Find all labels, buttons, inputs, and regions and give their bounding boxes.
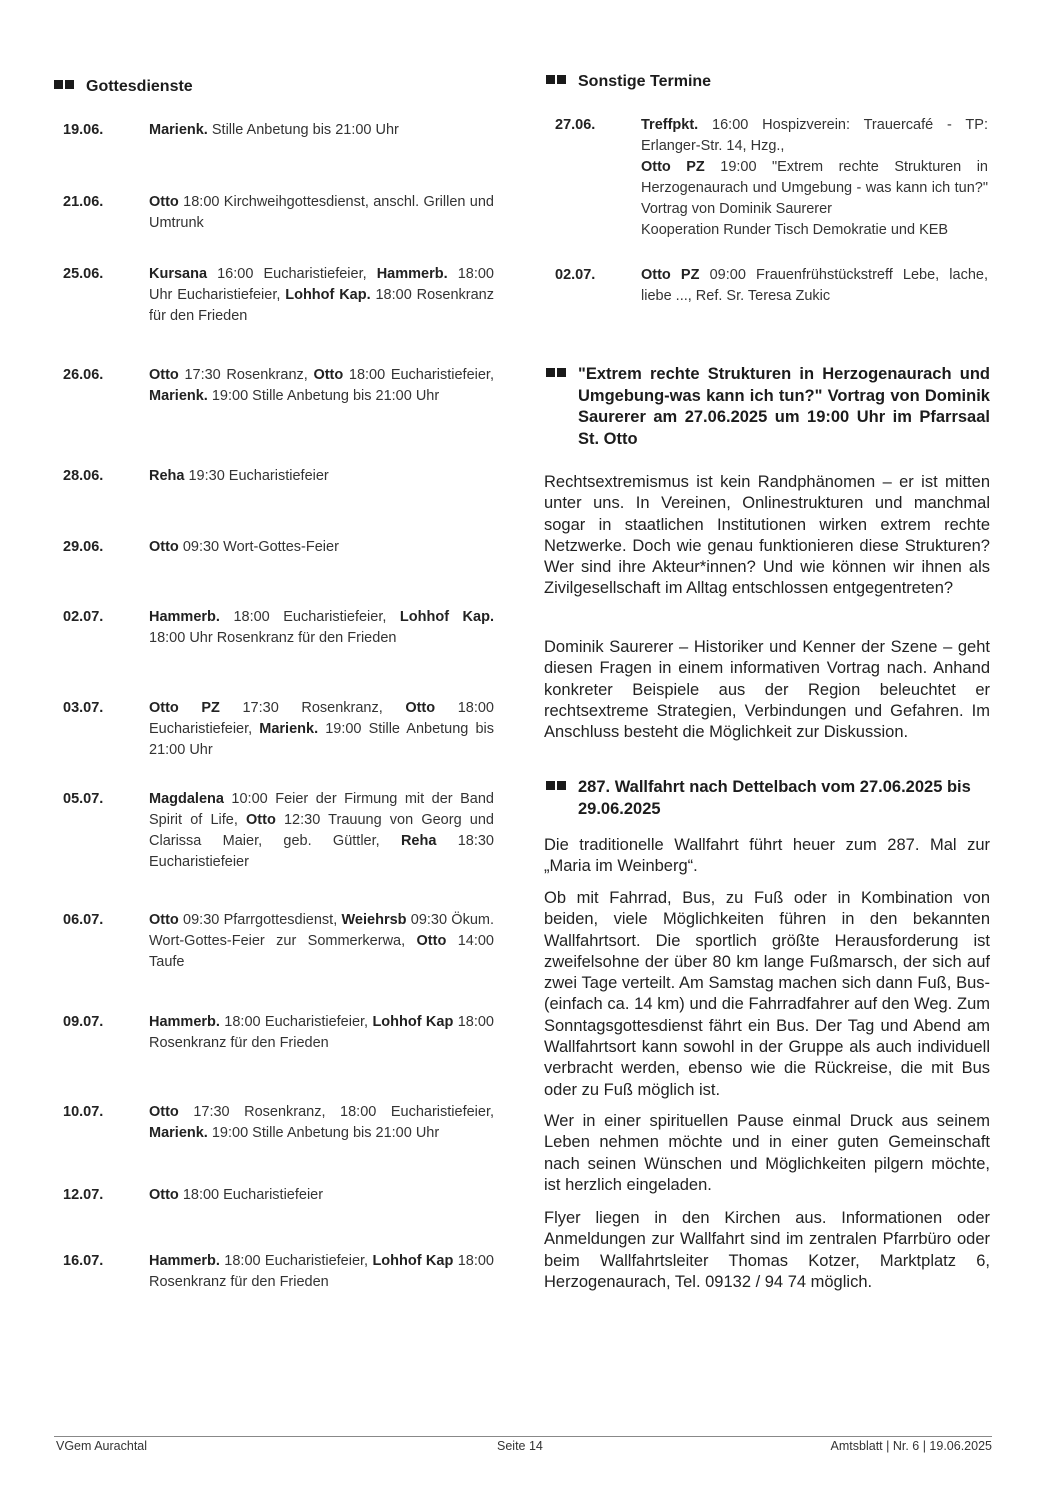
section-bullet-icon	[54, 80, 74, 89]
entry-location: Otto	[416, 933, 447, 949]
schedule-entry	[54, 1012, 494, 1054]
entry-text	[149, 466, 329, 487]
footer-page-number: Seite 14	[497, 1439, 543, 1453]
article-paragraph: Ob mit Fahrrad, Bus, zu Fuß oder in Kombination von beiden, viele Möglichkeiten führen in den bekannten Wallfahrtsort. Die sportlich größte Herausforderung ist zweifelsohne der über 80 km lange Fußmarsch, der sich auf zwei Tage verteilt. Am Samstag machen sich dann Fuß, Bus- (einfach ca. 14 km) und die Fahrradfahrer auf den Weg. Zum Sonntagsgottesdienst fährt ein Bus. Der Tag und Abend am Wallfahrtsort kann sowohl in der Gruppe als auch individuell verbracht werden, ebenso wie die Rückreise, die mit Bus oder zu Fuß möglich ist.	[544, 889, 990, 1099]
entry-detail: 18:00 Rosenkranz für den Frieden	[149, 1014, 494, 1051]
entry-location: Otto	[149, 194, 179, 210]
entry-text	[641, 115, 988, 241]
section-title: Sonstige Termine	[578, 73, 712, 90]
entry-location: Otto	[149, 912, 179, 928]
entry-date: 19.06.	[63, 122, 104, 138]
entry-detail: 09:30 Wort-Gottes-Feier	[178, 539, 339, 555]
entry-location: Otto	[313, 367, 344, 383]
schedule-entry	[54, 1251, 494, 1293]
entry-location: Otto PZ	[641, 267, 700, 283]
entry-date: 25.06.	[63, 266, 104, 282]
article-paragraph: Dominik Saurerer – Historiker und Kenner der Szene – geht diesen Fragen in einem informativen Vortrag nach. Anhand konkreter Beispiele aus der Region beleuchtet er rechtsextreme Strategien, Verbindungen und Gefahren. Im Anschluss besteht die Möglichkeit zur Diskussion.	[544, 638, 990, 742]
entry-text	[149, 120, 399, 141]
footer-left: VGem Aurachtal	[56, 1439, 148, 1453]
entry-date: 02.07.	[555, 267, 596, 283]
schedule-entry	[54, 789, 494, 873]
entry-text	[149, 264, 494, 327]
entry-date: 09.07.	[63, 1014, 104, 1030]
schedule-entry	[54, 120, 494, 141]
entry-text	[149, 192, 494, 234]
section-title: Gottesdienste	[86, 78, 193, 95]
entry-date: 05.07.	[63, 791, 104, 807]
entry-date: 03.07.	[63, 700, 104, 716]
entry-detail: 17:30 Rosenkranz,	[219, 700, 406, 716]
schedule-entry	[54, 607, 494, 649]
entry-detail: 18:00 Rosenkranz für den Frieden	[149, 287, 494, 324]
entry-detail: Kooperation Runder Tisch Demokratie und KEB	[641, 222, 949, 238]
entry-detail: 10:00 Feier der Firmung mit der Band Spirit of Life,	[149, 791, 494, 828]
entry-date: 10.07.	[63, 1104, 104, 1120]
entry-text	[149, 1012, 494, 1054]
entry-text	[641, 265, 988, 307]
entry-date: 26.06.	[63, 367, 104, 383]
entry-detail: 18:00 Rosenkranz für den Frieden	[149, 1253, 494, 1290]
entry-location: Lohhof Kap	[372, 1253, 454, 1269]
entry-location: Otto PZ	[149, 700, 220, 716]
entry-location: Marienk.	[149, 388, 208, 404]
entry-detail: 18:00 Eucharistiefeier	[178, 1187, 324, 1203]
article-paragraph: Rechtsextremismus ist kein Randphänomen – er ist mitten unter uns. In Vereinen, Onlinestrukturen und manchmal sogar in staatlichen Institutionen wirken extrem rechte Netzwerke. Doch wie genau funktionieren diese Strukturen? Wer sind ihre Akteur*innen? Und wie können wir ihnen als Zivilgesellschaft im Alltag entschlossen entgegentreten?	[544, 473, 990, 598]
entry-location: Otto	[149, 1104, 179, 1120]
entry-text	[149, 1185, 323, 1206]
entry-date: 27.06.	[555, 117, 596, 133]
entry-text	[149, 537, 339, 558]
entry-detail: 09:30 Pfarrgottesdienst,	[178, 912, 342, 928]
entry-detail: 18:00 Eucharistiefeier,	[219, 609, 400, 625]
schedule-entry	[54, 466, 494, 487]
section-bullet-icon	[546, 75, 566, 84]
section-bullet-icon	[546, 368, 566, 377]
entry-location: Marienk.	[149, 1125, 208, 1141]
article-title: 287. Wallfahrt nach Dettelbach vom 27.06.2025 bis 29.06.2025	[578, 778, 971, 818]
entry-detail: 17:30 Rosenkranz,	[178, 367, 314, 383]
entry-location: Magdalena	[149, 791, 224, 807]
entry-location: Otto	[149, 1187, 179, 1203]
entry-location: Marienk.	[149, 122, 208, 138]
entry-location: Treffpkt.	[641, 117, 699, 133]
entry-location: Otto	[149, 367, 179, 383]
entry-text	[149, 365, 494, 407]
entry-location: Reha	[149, 468, 185, 484]
schedule-entry	[54, 264, 494, 327]
entry-detail: 09:00 Frauenfrühstückstreff Lebe, lache, liebe ..., Ref. Sr. Teresa Zukic	[641, 267, 988, 304]
entry-detail: 18:00 Eucharistiefeier,	[219, 1014, 373, 1030]
entry-detail: 18:00 Eucharistiefeier,	[149, 700, 494, 737]
schedule-entry	[54, 365, 494, 407]
entry-detail: 19:00 Stille Anbetung bis 21:00 Uhr	[149, 721, 494, 758]
entry-location: Weiehrsb	[341, 912, 407, 928]
section-bullet-icon	[546, 781, 566, 790]
entry-detail: 18:00 Eucharistiefeier,	[343, 367, 494, 383]
article-paragraph: Wer in einer spirituellen Pause einmal Druck aus seinem Leben nehmen möchte und in einer guten Gemeinschaft nach seinen Wünschen und Möglichkeiten pilgern möchte, ist herzlich eingeladen.	[544, 1112, 990, 1194]
entry-date: 29.06.	[63, 539, 104, 555]
entry-detail: 14:00 Taufe	[149, 933, 494, 970]
entry-text	[149, 607, 494, 649]
entry-date: 16.07.	[63, 1253, 104, 1269]
entry-date: 02.07.	[63, 609, 104, 625]
entry-location: Hammerb.	[149, 1014, 220, 1030]
entry-text	[149, 698, 494, 761]
section-heading-sonstige-termine	[546, 71, 711, 93]
article-heading-wallfahrt	[546, 777, 990, 820]
entry-location: Lohhof Kap.	[285, 287, 371, 303]
entry-detail: 19:00 Stille Anbetung bis 21:00 Uhr	[207, 1125, 440, 1141]
entry-detail: 16:00 Eucharistiefeier,	[207, 266, 377, 282]
schedule-entry	[54, 910, 494, 973]
schedule-entry	[54, 537, 494, 558]
schedule-entry	[54, 1102, 494, 1144]
entry-detail: 18:00 Kirchweihgottesdienst, anschl. Grillen und Umtrunk	[149, 194, 494, 231]
entry-detail: 19:00 "Extrem rechte Strukturen in Herzogenaurach und Umgebung - was kann ich tun?" Vortrag von Dominik Saurerer	[641, 159, 988, 217]
schedule-entry	[546, 115, 988, 241]
entry-text	[149, 910, 494, 973]
entry-location: Lohhof Kap.	[399, 609, 494, 625]
article-paragraph: Die traditionelle Wallfahrt führt heuer zum 287. Mal zur „Maria im Weinberg“.	[544, 836, 990, 876]
footer-divider	[54, 1436, 992, 1437]
entry-detail: 18:00 Uhr Rosenkranz für den Frieden	[149, 630, 397, 646]
schedule-entry	[54, 1185, 494, 1206]
entry-location: Hammerb.	[149, 609, 220, 625]
entry-detail: 17:30 Rosenkranz, 18:00 Eucharistiefeier,	[178, 1104, 494, 1120]
entry-date: 28.06.	[63, 468, 104, 484]
entry-text	[149, 1102, 494, 1144]
entry-location: Otto	[149, 539, 179, 555]
section-heading-gottesdienste	[54, 76, 193, 98]
entry-detail: 12:30 Trauung von Georg und Clarissa Maier, geb. Güttler,	[149, 812, 494, 849]
entry-text	[149, 789, 494, 873]
entry-location: Hammerb.	[376, 266, 448, 282]
entry-location: Kursana	[149, 266, 208, 282]
entry-detail: 18:00 Uhr Eucharistiefeier,	[149, 266, 494, 303]
article-heading-vortrag	[546, 364, 990, 450]
entry-detail: Stille Anbetung bis 21:00 Uhr	[207, 122, 399, 138]
schedule-entry	[546, 265, 988, 307]
article-title: "Extrem rechte Strukturen in Herzogenaurach und Umgebung-was kann ich tun?" Vortrag von Dominik Saurerer am 27.06.2025 um 19:00 Uhr im Pfarrsaal St. Otto	[578, 365, 990, 448]
entry-detail: 19:30 Eucharistiefeier	[184, 468, 329, 484]
entry-location: Otto PZ	[641, 159, 705, 175]
entry-location: Reha	[400, 833, 437, 849]
entry-location: Lohhof Kap	[372, 1014, 454, 1030]
entry-date: 21.06.	[63, 194, 104, 210]
entry-detail: 19:00 Stille Anbetung bis 21:00 Uhr	[207, 388, 440, 404]
article-paragraph: Flyer liegen in den Kirchen aus. Informationen oder Anmeldungen zur Wallfahrt sind im zentralen Pfarrbüro oder beim Wallfahrtsleiter Thomas Kotzer, Marktplatz 6, Herzogenaurach, Tel. 09132 / 94 74 möglich.	[544, 1209, 990, 1291]
entry-detail: 18:30 Eucharistiefeier	[149, 833, 494, 870]
entry-location: Marienk.	[259, 721, 319, 737]
entry-detail: 09:30 Ökum. Wort-Gottes-Feier zur Sommerkerwa,	[149, 912, 495, 949]
entry-detail: 16:00 Hospizverein: Trauercafé - TP: Erlanger-Str. 14, Hzg.,	[641, 117, 988, 154]
entry-text	[149, 1251, 494, 1293]
entry-location: Otto	[405, 700, 436, 716]
entry-location: Otto	[246, 812, 276, 828]
schedule-entry	[54, 192, 494, 234]
entry-location: Hammerb.	[149, 1253, 220, 1269]
footer-right: Amtsblatt | Nr. 6 | 19.06.2025	[830, 1439, 992, 1453]
entry-date: 12.07.	[63, 1187, 104, 1203]
schedule-entry	[54, 698, 494, 761]
entry-detail: 18:00 Eucharistiefeier,	[219, 1253, 373, 1269]
entry-date: 06.07.	[63, 912, 104, 928]
